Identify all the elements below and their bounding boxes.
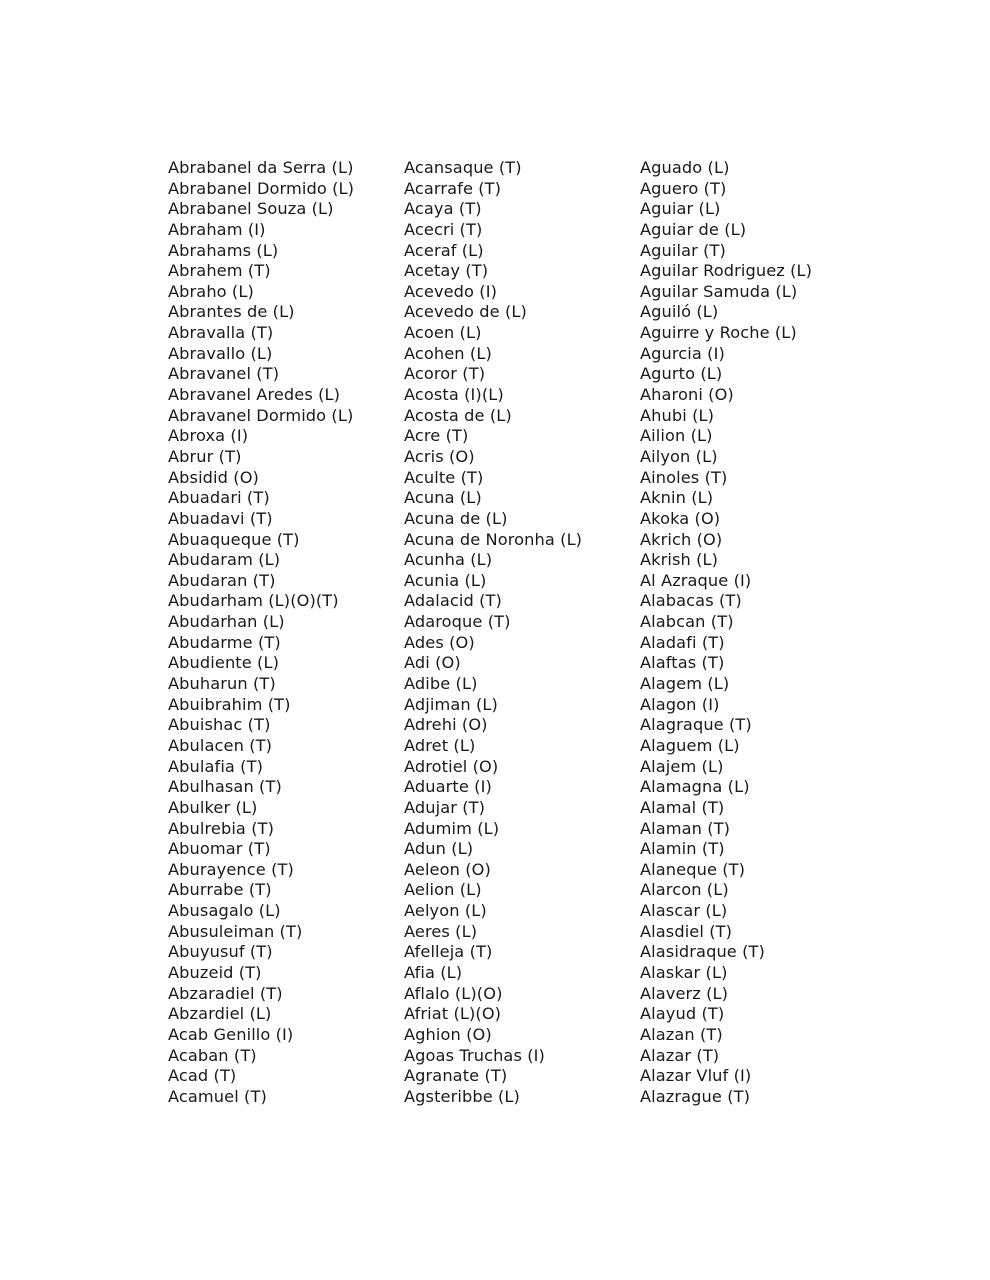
surname-entry: Abudaram (L) <box>168 550 281 570</box>
surname-entry: Acre (T) <box>404 426 469 446</box>
surname-column-1 <box>168 158 354 1107</box>
surname-entry: Aceraf (L) <box>404 240 484 260</box>
surname-entry: Adujar (T) <box>404 797 486 817</box>
surname-entry: Abuomar (T) <box>168 839 271 859</box>
surname-entry: Abudarham (L)(O)(T) <box>168 591 339 611</box>
surname-entry: Abuibrahim (T) <box>168 694 291 714</box>
surname-entry: Alasdiel (T) <box>640 921 733 941</box>
surname-entry: Abulafia (T) <box>168 756 264 776</box>
surname-entry: Alabcan (T) <box>640 612 734 632</box>
surname-entry: Acansaque (T) <box>404 158 522 177</box>
surname-entry: Ainoles (T) <box>640 467 728 487</box>
surname-entry: Abrabanel da Serra (L) <box>168 158 354 177</box>
surname-entry: Adjiman (L) <box>404 694 498 714</box>
surname-entry: Acoen (L) <box>404 323 482 343</box>
surname-entry: Abrabanel Souza (L) <box>168 199 334 219</box>
surname-entry: Abzaradiel (T) <box>168 983 283 1003</box>
surname-entry: Abudarme (T) <box>168 632 281 652</box>
surname-columns <box>168 158 848 1118</box>
surname-entry: Abulacen (T) <box>168 735 273 755</box>
surname-entry: Agranate (T) <box>404 1066 508 1086</box>
surname-entry: Acosta (I)(L) <box>404 385 504 405</box>
surname-entry: Alagraque (T) <box>640 715 752 735</box>
surname-entry: Adumim (L) <box>404 818 500 838</box>
surname-entry: Alazan (T) <box>640 1024 723 1044</box>
surname-entry: Adalacid (T) <box>404 591 502 611</box>
surname-entry: Absidid (O) <box>168 467 259 487</box>
surname-entry: Alaneque (T) <box>640 859 746 879</box>
surname-entry: Abravanel Dormido (L) <box>168 405 354 425</box>
surname-entry: Adibe (L) <box>404 674 478 694</box>
surname-entry: Abzardiel (L) <box>168 1004 272 1024</box>
surname-entry: Aghion (O) <box>404 1024 492 1044</box>
surname-entry: Aburrabe (T) <box>168 880 272 900</box>
surname-entry: Aelion (L) <box>404 880 482 900</box>
surname-entry: Aguilar Rodriguez (L) <box>640 261 813 281</box>
surname-entry: Alazar (T) <box>640 1045 720 1065</box>
surname-entry: Abuadari (T) <box>168 488 270 508</box>
surname-entry: Alascar (L) <box>640 901 728 921</box>
surname-entry: Abravanel (T) <box>168 364 280 384</box>
surname-entry: Abudarhan (L) <box>168 612 285 632</box>
surname-entry: Acris (O) <box>404 446 475 466</box>
surname-entry: Alajem (L) <box>640 756 724 776</box>
surname-entry: Abudiente (L) <box>168 653 280 673</box>
surname-entry: Agsteribbe (L) <box>404 1086 520 1106</box>
surname-entry: Abuzeid (T) <box>168 962 262 982</box>
surname-entry: Abulker (L) <box>168 797 258 817</box>
surname-entry: Abraho (L) <box>168 281 254 301</box>
surname-entry: Abroxa (I) <box>168 426 249 446</box>
surname-entry: Aflalo (L)(O) <box>404 983 503 1003</box>
surname-entry: Aguilar (T) <box>640 240 726 260</box>
surname-entry: Alamin (T) <box>640 839 725 859</box>
surname-entry: Abrantes de (L) <box>168 302 295 322</box>
surname-entry: Afia (L) <box>404 962 463 982</box>
surname-entry: Agurcia (I) <box>640 343 725 363</box>
surname-entry: Akrish (L) <box>640 550 719 570</box>
surname-entry: Afelleja (T) <box>404 942 493 962</box>
surname-entry: Abraham (I) <box>168 219 266 239</box>
surname-entry: Aharoni (O) <box>640 385 734 405</box>
surname-entry: Alabacas (T) <box>640 591 742 611</box>
surname-entry: Abuharun (T) <box>168 674 276 694</box>
surname-entry: Adret (L) <box>404 735 476 755</box>
surname-entry: Abuadavi (T) <box>168 508 273 528</box>
surname-entry: Alagem (L) <box>640 674 730 694</box>
surname-entry: Aelyon (L) <box>404 901 487 921</box>
surname-entry: Aburayence (T) <box>168 859 294 879</box>
surname-entry: Acosta de (L) <box>404 405 512 425</box>
surname-entry: Acaya (T) <box>404 199 482 219</box>
surname-entry: Ahubi (L) <box>640 405 715 425</box>
surname-entry: Alazrague (T) <box>640 1086 751 1106</box>
surname-entry: Acaban (T) <box>168 1045 257 1065</box>
surname-column-3 <box>640 158 812 1107</box>
surname-entry: Acab Genillo (I) <box>168 1024 294 1044</box>
surname-entry: Abravallo (L) <box>168 343 273 363</box>
surname-entry: Aladafi (T) <box>640 632 725 652</box>
surname-entry: Abusuleiman (T) <box>168 921 303 941</box>
surname-entry: Akrich (O) <box>640 529 723 549</box>
surname-entry: Alaverz (L) <box>640 983 729 1003</box>
surname-entry: Alaman (T) <box>640 818 731 838</box>
surname-entry: Acunha (L) <box>404 550 493 570</box>
surname-entry: Aknin (L) <box>640 488 714 508</box>
surname-entry: Acamuel (T) <box>168 1086 267 1106</box>
surname-entry: Abravalla (T) <box>168 323 274 343</box>
surname-entry: Acohen (L) <box>404 343 492 363</box>
surname-entry: Acuna de (L) <box>404 508 508 528</box>
surname-entry: Aguiar (L) <box>640 199 721 219</box>
surname-entry: Alaftas (T) <box>640 653 725 673</box>
surname-entry: Aeres (L) <box>404 921 478 941</box>
surname-entry: Adrehi (O) <box>404 715 488 735</box>
surname-entry: Acuna de Noronha (L) <box>404 529 583 549</box>
surname-entry: Alazar Vluf (I) <box>640 1066 752 1086</box>
surname-entry: Ades (O) <box>404 632 475 652</box>
surname-entry: Abravanel Aredes (L) <box>168 385 341 405</box>
surname-entry: Alayud (T) <box>640 1004 725 1024</box>
surname-entry: Aculte (T) <box>404 467 484 487</box>
surname-entry: Abulrebia (T) <box>168 818 275 838</box>
surname-entry: Alaguem (L) <box>640 735 740 755</box>
surname-entry: Acoror (T) <box>404 364 486 384</box>
surname-column-2 <box>404 158 582 1107</box>
surname-entry: Adun (L) <box>404 839 474 859</box>
surname-entry: Aguero (T) <box>640 178 727 198</box>
surname-entry: Alasidraque (T) <box>640 942 765 962</box>
surname-entry: Alaskar (L) <box>640 962 728 982</box>
surname-entry: Abudaran (T) <box>168 570 276 590</box>
surname-entry: Akoka (O) <box>640 508 721 528</box>
surname-entry: Aguiar de (L) <box>640 219 747 239</box>
surname-entry: Aguilar Samuda (L) <box>640 281 798 301</box>
surname-entry: Acad (T) <box>168 1066 237 1086</box>
surname-entry: Ailyon (L) <box>640 446 718 466</box>
surname-entry: Aguirre y Roche (L) <box>640 323 797 343</box>
surname-entry: Al Azraque (I) <box>640 570 752 590</box>
surname-entry: Aguiló (L) <box>640 302 719 322</box>
surname-entry: Adi (O) <box>404 653 461 673</box>
surname-entry: Afriat (L)(O) <box>404 1004 502 1024</box>
surname-entry: Abrahem (T) <box>168 261 271 281</box>
surname-entry: Ailion (L) <box>640 426 713 446</box>
surname-entry: Abrabanel Dormido (L) <box>168 178 355 198</box>
surname-entry: Acecri (T) <box>404 219 483 239</box>
surname-entry: Abuishac (T) <box>168 715 271 735</box>
surname-entry: Acunia (L) <box>404 570 487 590</box>
surname-entry: Abrur (T) <box>168 446 242 466</box>
surname-entry: Aguado (L) <box>640 158 730 177</box>
surname-entry: Alarcon (L) <box>640 880 729 900</box>
surname-entry: Alamagna (L) <box>640 777 750 797</box>
surname-entry: Abuyusuf (T) <box>168 942 273 962</box>
surname-entry: Adrotiel (O) <box>404 756 499 776</box>
surname-entry: Acarrafe (T) <box>404 178 502 198</box>
surname-entry: Aeleon (O) <box>404 859 491 879</box>
surname-entry: Acetay (T) <box>404 261 489 281</box>
surname-entry: Abuaqueque (T) <box>168 529 300 549</box>
surname-entry: Acuna (L) <box>404 488 482 508</box>
surname-entry: Aduarte (I) <box>404 777 492 797</box>
surname-entry: Acevedo de (L) <box>404 302 527 322</box>
surname-entry: Acevedo (I) <box>404 281 498 301</box>
surname-entry: Alamal (T) <box>640 797 725 817</box>
surname-entry: Adaroque (T) <box>404 612 511 632</box>
surname-entry: Agoas Truchas (I) <box>404 1045 545 1065</box>
surname-entry: Abulhasan (T) <box>168 777 282 797</box>
surname-entry: Agurto (L) <box>640 364 723 384</box>
surname-entry: Abrahams (L) <box>168 240 279 260</box>
surname-entry: Abusagalo (L) <box>168 901 281 921</box>
surname-entry: Alagon (I) <box>640 694 720 714</box>
